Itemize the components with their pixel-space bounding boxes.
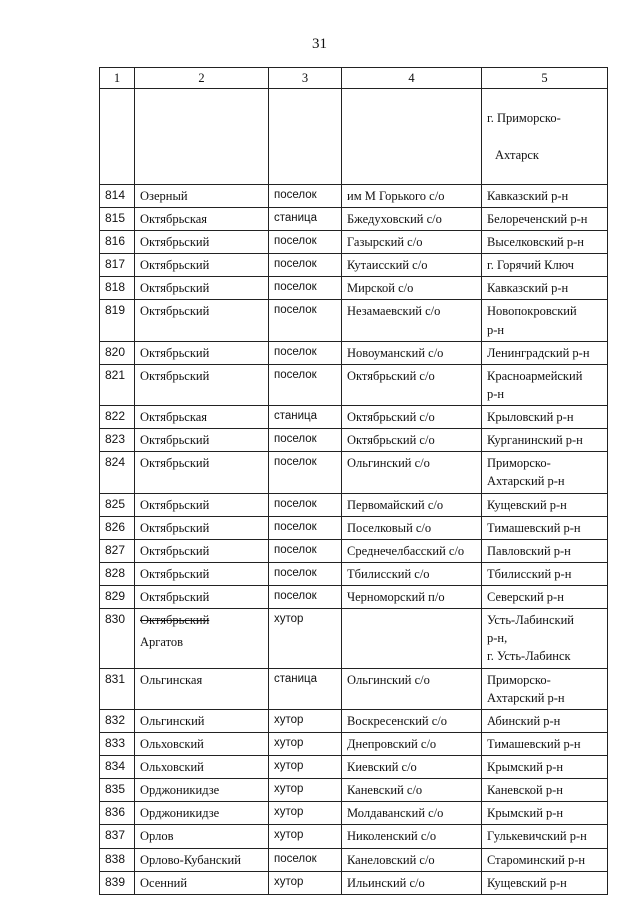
table-row — [100, 539, 608, 562]
table-row — [100, 207, 608, 230]
row-number: 827 — [100, 539, 135, 562]
row-number: 825 — [100, 493, 135, 516]
settlement-name: Октябрьский — [135, 231, 269, 254]
district: Выселковский р-н — [482, 231, 608, 254]
settlement-name: Октябрьский — [135, 562, 269, 585]
column-header-1: 1 — [100, 68, 135, 89]
settlement-type: поселок — [269, 254, 342, 277]
settlement-name: Октябрьский — [135, 364, 269, 405]
district: Усть-Лабинский р-н, г. Усть-Лабинск — [482, 609, 608, 668]
village-council — [342, 609, 482, 668]
table-row — [100, 429, 608, 452]
page-number: 31 — [312, 36, 327, 52]
table-row — [100, 825, 608, 848]
village-council: Незамаевский с/о — [342, 300, 482, 341]
settlement-type: станица — [269, 207, 342, 230]
settlement-type: станица — [269, 668, 342, 709]
row-number: 822 — [100, 406, 135, 429]
district: Новопокровский р-н — [482, 300, 608, 341]
table-row — [100, 802, 608, 825]
village-council: Среднечелбасский с/о — [342, 539, 482, 562]
continuation-district-line1: г. Приморско- — [487, 111, 561, 126]
table-row — [100, 562, 608, 585]
table-row — [100, 516, 608, 539]
settlement-name: Октябрьский — [135, 493, 269, 516]
village-council: Октябрьский с/о — [342, 406, 482, 429]
settlement-name: Октябрьский — [135, 254, 269, 277]
settlement-name: Октябрьский — [135, 516, 269, 539]
village-council: Мирской с/о — [342, 277, 482, 300]
settlement-name: Ольгинская — [135, 668, 269, 709]
row-number: 836 — [100, 802, 135, 825]
settlement-type: хутор — [269, 709, 342, 732]
continuation-district-cell — [482, 89, 608, 185]
row-number: 837 — [100, 825, 135, 848]
table-row — [100, 184, 608, 207]
table-row — [100, 668, 608, 709]
district: Абинский р-н — [482, 709, 608, 732]
district: Белореченский р-н — [482, 207, 608, 230]
village-council: Днепровский с/о — [342, 732, 482, 755]
settlement-name: Озерный — [135, 184, 269, 207]
table-row — [100, 300, 608, 341]
district: Тимашевский р-н — [482, 516, 608, 539]
row-number: 831 — [100, 668, 135, 709]
table-row — [100, 732, 608, 755]
village-council: Воскресенский с/о — [342, 709, 482, 732]
district: Каневской р-н — [482, 779, 608, 802]
row-number: 824 — [100, 452, 135, 493]
settlement-name: Ольгинский — [135, 709, 269, 732]
table-row — [100, 709, 608, 732]
village-council: Ильинский с/о — [342, 871, 482, 894]
settlement-name — [135, 609, 269, 668]
district: Ленинградский р-н — [482, 341, 608, 364]
row-number: 819 — [100, 300, 135, 341]
table-row — [100, 848, 608, 871]
settlement-type: поселок — [269, 231, 342, 254]
settlement-type: хутор — [269, 802, 342, 825]
village-council: Каневский с/о — [342, 779, 482, 802]
row-number: 832 — [100, 709, 135, 732]
settlement-name-new: Аргатов — [140, 635, 184, 650]
settlement-type: поселок — [269, 586, 342, 609]
continuation-num-cell — [100, 89, 135, 185]
settlement-name: Октябрьский — [135, 586, 269, 609]
row-number: 826 — [100, 516, 135, 539]
continuation-type-cell — [269, 89, 342, 185]
district: Кавказский р-н — [482, 277, 608, 300]
village-council: Октябрьский с/о — [342, 429, 482, 452]
village-council: Бжедуховский с/о — [342, 207, 482, 230]
settlement-name: Октябрьский — [135, 452, 269, 493]
district: Павловский р-н — [482, 539, 608, 562]
continuation-district-line2: Ахтарск — [495, 147, 540, 162]
table-row — [100, 779, 608, 802]
village-council: Первомайский с/о — [342, 493, 482, 516]
column-header-3: 3 — [269, 68, 342, 89]
settlement-type: поселок — [269, 562, 342, 585]
village-council: Канеловский с/о — [342, 848, 482, 871]
table-row — [100, 364, 608, 405]
row-number: 835 — [100, 779, 135, 802]
settlement-type: поселок — [269, 429, 342, 452]
settlement-type: станица — [269, 406, 342, 429]
district: Тимашевский р-н — [482, 732, 608, 755]
settlement-type: хутор — [269, 825, 342, 848]
row-number: 814 — [100, 184, 135, 207]
district: г. Горячий Ключ — [482, 254, 608, 277]
district: Северский р-н — [482, 586, 608, 609]
row-number: 821 — [100, 364, 135, 405]
row-number: 816 — [100, 231, 135, 254]
table-row — [100, 452, 608, 493]
district: Приморско- Ахтарский р-н — [482, 452, 608, 493]
village-council: Черноморский п/о — [342, 586, 482, 609]
row-number: 823 — [100, 429, 135, 452]
village-council: Газырский с/о — [342, 231, 482, 254]
settlement-name: Октябрьский — [135, 539, 269, 562]
column-header-5: 5 — [482, 68, 608, 89]
village-council: им М Горького с/о — [342, 184, 482, 207]
table-row — [100, 609, 608, 668]
district: Красноармейский р-н — [482, 364, 608, 405]
settlement-name: Орджоникидзе — [135, 802, 269, 825]
table-row — [100, 586, 608, 609]
table-row — [100, 231, 608, 254]
village-council: Киевский с/о — [342, 756, 482, 779]
settlement-type: поселок — [269, 493, 342, 516]
settlement-name: Орджоникидзе — [135, 779, 269, 802]
district: Кавказский р-н — [482, 184, 608, 207]
settlement-name: Октябрьская — [135, 207, 269, 230]
row-number: 817 — [100, 254, 135, 277]
village-council: Тбилисский с/о — [342, 562, 482, 585]
row-number: 834 — [100, 756, 135, 779]
settlement-name: Ольховский — [135, 732, 269, 755]
district: Кущевский р-н — [482, 871, 608, 894]
row-number: 830 — [100, 609, 135, 668]
district: Староминский р-н — [482, 848, 608, 871]
settlement-type: хутор — [269, 871, 342, 894]
column-header-2: 2 — [135, 68, 269, 89]
row-number: 818 — [100, 277, 135, 300]
settlement-name: Октябрьский — [135, 277, 269, 300]
row-number: 828 — [100, 562, 135, 585]
continuation-row — [100, 89, 608, 185]
settlement-type: хутор — [269, 732, 342, 755]
settlement-type: поселок — [269, 300, 342, 341]
row-number: 839 — [100, 871, 135, 894]
district: Приморско- Ахтарский р-н — [482, 668, 608, 709]
row-number: 815 — [100, 207, 135, 230]
district: Гулькевичский р-н — [482, 825, 608, 848]
table-row — [100, 406, 608, 429]
table-row — [100, 341, 608, 364]
village-council: Октябрьский с/о — [342, 364, 482, 405]
settlement-type: поселок — [269, 341, 342, 364]
settlement-type: поселок — [269, 452, 342, 493]
village-council: Поселковый с/о — [342, 516, 482, 539]
table-row — [100, 756, 608, 779]
settlement-type: хутор — [269, 609, 342, 668]
settlement-type: поселок — [269, 184, 342, 207]
settlement-type: поселок — [269, 848, 342, 871]
district: Курганинский р-н — [482, 429, 608, 452]
village-council: Кутаисский с/о — [342, 254, 482, 277]
settlement-name: Осенний — [135, 871, 269, 894]
table-row — [100, 493, 608, 516]
table-row — [100, 277, 608, 300]
settlement-type: хутор — [269, 779, 342, 802]
village-council: Ольгинский с/о — [342, 668, 482, 709]
settlement-type: поселок — [269, 277, 342, 300]
row-number: 833 — [100, 732, 135, 755]
settlement-name: Октябрьский — [135, 341, 269, 364]
village-council: Новоуманский с/о — [342, 341, 482, 364]
settlement-type: поселок — [269, 364, 342, 405]
district: Тбилисский р-н — [482, 562, 608, 585]
district: Кущевский р-н — [482, 493, 608, 516]
district: Крымский р-н — [482, 756, 608, 779]
row-number: 820 — [100, 341, 135, 364]
row-number: 829 — [100, 586, 135, 609]
table-row — [100, 871, 608, 894]
continuation-council-cell — [342, 89, 482, 185]
settlement-name: Орлов — [135, 825, 269, 848]
settlement-type: хутор — [269, 756, 342, 779]
column-header-4: 4 — [342, 68, 482, 89]
settlement-name-struck: Октябрьский — [140, 613, 210, 628]
settlement-name: Октябрьская — [135, 406, 269, 429]
settlement-name: Октябрьский — [135, 300, 269, 341]
header-row — [100, 68, 608, 89]
settlement-name: Октябрьский — [135, 429, 269, 452]
continuation-name-cell — [135, 89, 269, 185]
settlement-name: Орлово-Кубанский — [135, 848, 269, 871]
district: Крымский р-н — [482, 802, 608, 825]
settlement-name: Ольховский — [135, 756, 269, 779]
settlement-type: поселок — [269, 516, 342, 539]
settlement-type: поселок — [269, 539, 342, 562]
row-number: 838 — [100, 848, 135, 871]
village-council: Николенский с/о — [342, 825, 482, 848]
table-row — [100, 254, 608, 277]
settlements-table — [99, 67, 608, 895]
village-council: Ольгинский с/о — [342, 452, 482, 493]
village-council: Молдаванский с/о — [342, 802, 482, 825]
district: Крыловский р-н — [482, 406, 608, 429]
